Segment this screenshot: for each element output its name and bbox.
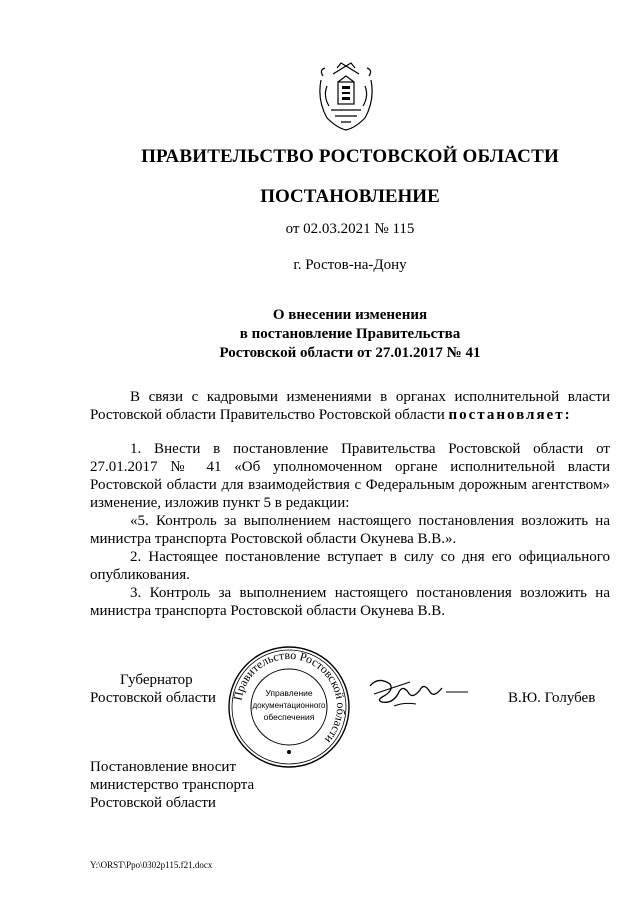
- date-number: от 02.03.2021 № 115: [285, 221, 415, 237]
- signatory-name: В.Ю. Голубев: [508, 690, 596, 706]
- coat-of-arms-icon: [313, 60, 379, 132]
- stamp-inner-line: документационного: [252, 701, 326, 710]
- item-3: 3. Контроль за выполнением настоящего постановления возложить на министра транспорта Ростовской области Окунева В.В.: [90, 585, 610, 619]
- submitted-by-line: Постановление вносит: [90, 759, 237, 775]
- stamp-outer-text: Правительство Ростовской области: [230, 647, 349, 747]
- file-path: Y:\ORST\Ppo\0302p115.f21.docx: [90, 860, 213, 870]
- document-type: ПОСТАНОВЛЕНИЕ: [260, 186, 440, 207]
- submitted-by: [90, 758, 254, 812]
- organization-title: ПРАВИТЕЛЬСТВО РОСТОВСКОЙ ОБЛАСТИ: [141, 146, 559, 167]
- item-1: 1. Внести в постановление Правительства Ростовской области от 27.01.2017 № 41 «Об уполномоченном органе исполнительной власти Ростовской области для взаимодействия с Федеральным дорожным агентством» изменение, изложив пункт 5 в редакции:: [90, 441, 610, 511]
- signatory-title: [90, 671, 216, 707]
- item-1-quote: «5. Контроль за выполнением настоящего постановления возложить на министра транспорта Ростовской области Окунева В.В.».: [90, 513, 610, 547]
- preamble-paragraph: [90, 388, 610, 424]
- subject-line: в постановление Правительства: [239, 326, 461, 342]
- preamble-text: В связи с кадровыми изменениями в органах исполнительной власти Ростовской области Правительство Ростовской области: [90, 389, 610, 423]
- stamp-inner-line: Управление: [265, 688, 313, 698]
- submitted-by-line: министерство транспорта: [90, 777, 255, 793]
- submitted-by-line: Ростовской области: [90, 795, 216, 811]
- document-body: [90, 388, 610, 620]
- stamp-inner-line: обеспечения: [263, 712, 315, 722]
- item-2: 2. Настоящее постановление вступает в силу со дня его официального опубликования.: [90, 549, 610, 583]
- signatory-title-line: Ростовской области: [90, 690, 216, 706]
- city: г. Ростов-на-Дону: [293, 257, 407, 273]
- document-subject: [90, 306, 610, 363]
- official-stamp: [226, 644, 352, 770]
- handwritten-signature: [364, 672, 474, 712]
- subject-line: О внесении изменения: [272, 307, 428, 323]
- signatory-title-line: Губернатор: [120, 672, 193, 688]
- preamble-action: постановляет:: [448, 407, 572, 423]
- subject-line: Ростовской области от 27.01.2017 № 41: [219, 345, 481, 361]
